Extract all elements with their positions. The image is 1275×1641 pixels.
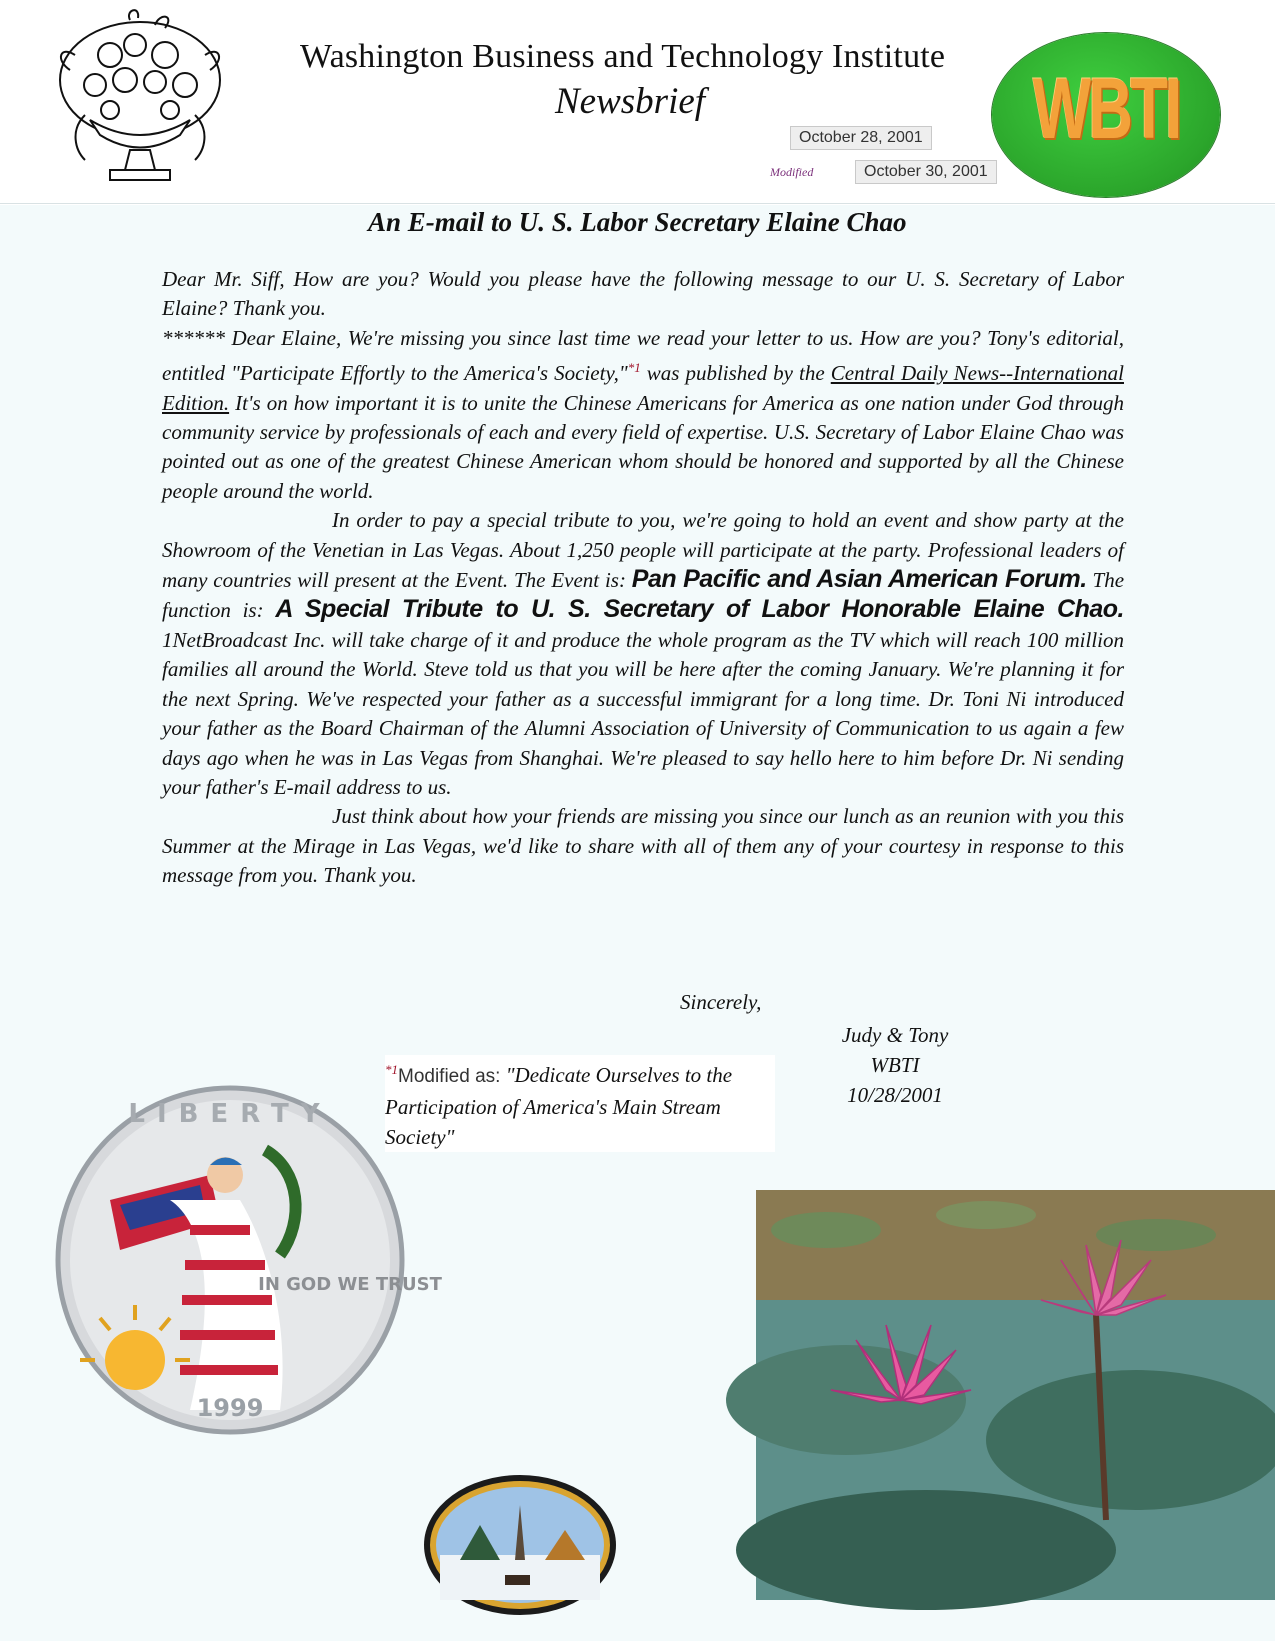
event-text-b: The function is:: [162, 568, 1125, 623]
original-date: October 28, 2001: [790, 126, 932, 150]
coin-motto-text: IN GOD WE TRUST: [258, 1274, 442, 1295]
paragraph-closing: Just think about how your friends are missing you since our lunch as an reunion with you this Summer at the Mirage in Las Vegas, we'd like to share with all of them any of your courtesy in response to this message from you. Thank you.: [162, 804, 1124, 888]
event-text-a: In order to pay a special tribute to you, we're going to hold an event and show party at the Showroom of the Venetian in Las Vegas. About 1,250 people will participate at the party. Professional leaders of many countries will present at the Event. The Event is:: [162, 508, 1124, 593]
coin-icon: [50, 1080, 442, 1440]
article-title: An E-mail to U. S. Labor Secretary Elaine Chao: [368, 207, 907, 237]
event-function: A Special Tribute to U. S. Secretary of Labor Honorable Elaine Chao.: [275, 595, 1124, 624]
winter-scene-oval-image: [420, 1470, 620, 1620]
water-lily-photo: [756, 1190, 1275, 1600]
footnote-text: "Dedicate Ourselves to the Participation of America's Main Stream Society": [385, 1063, 733, 1149]
signature-date: 10/28/2001: [847, 1083, 943, 1107]
modified-date: October 30, 2001: [855, 160, 997, 184]
signature-org: WBTI: [870, 1053, 920, 1077]
closing-sincerely: Sincerely,: [680, 990, 762, 1014]
coin-year-text: 1999: [196, 1394, 264, 1422]
urn-illustration: [30, 0, 250, 200]
footnote-prefix: Modified as:: [398, 1066, 506, 1087]
wbti-logo-text: WBTI: [1032, 61, 1180, 157]
paragraph-greeting: Dear Mr. Siff, How are you? Would you please have the following message to our U. S. Secretary of Labor Elaine? Thank you.: [162, 267, 1124, 321]
signature-names: Judy & Tony: [841, 1023, 949, 1047]
paragraph-editorial: [162, 324, 1124, 506]
footnote-box: [385, 1055, 775, 1152]
winter-scene-icon: [420, 1470, 620, 1620]
newspaper-name: Central Daily News--International Edition.: [162, 361, 1124, 415]
coin-liberty-text: LIBERTY: [128, 1099, 332, 1129]
publication-title: Newsbrief: [555, 81, 706, 122]
modified-label: Modified: [770, 165, 814, 179]
editorial-text-a: ****** Dear Elaine, We're missing you since last time we read your letter to us. How are you? Tony's editorial, entitled "Participate Effortly to the America's Society,": [162, 325, 1124, 386]
header-divider: [0, 203, 1275, 204]
editorial-text-c: It's on how important it is to unite the Chinese Americans for America as one nation under God through community service by professionals of each and every field of expertise. U.S. Secretary of Labor Elaine Chao was pointed out as one of the greatest Chinese American whom should be honored and supported by all the Chinese people around the world.: [162, 390, 1124, 503]
signature: [825, 1020, 965, 1110]
urn-icon: [30, 0, 250, 200]
footnote-marker: *1: [627, 360, 641, 376]
org-name: Washington Business and Technology Institute: [300, 38, 946, 75]
event-text-c: 1NetBroadcast Inc. will take charge of it and produce the whole program as the TV which will reach 100 million families all around the World. Steve told us that you will be here after the coming January. We're planning it for the next Spring. We've respected your father as a successful immigrant for a long time. Dr. Toni Ni introduced your father as the Board Chairman of the Alumni Association of University of Communication to us again a few days ago when he was in Las Vegas from Shanghai. We're pleased to say hello here to him before Dr. Ni sending your father's E-mail address to us.: [162, 627, 1124, 799]
letter-body: [162, 265, 1124, 891]
footnote-box-marker: *1: [385, 1062, 398, 1077]
editorial-text-b: was published by the: [640, 361, 831, 386]
water-lily-icon: [756, 1190, 1275, 1600]
paragraph-event: [162, 506, 1124, 802]
liberty-coin-image: [50, 1080, 442, 1440]
event-name: Pan Pacific and Asian American Forum.: [631, 565, 1087, 594]
